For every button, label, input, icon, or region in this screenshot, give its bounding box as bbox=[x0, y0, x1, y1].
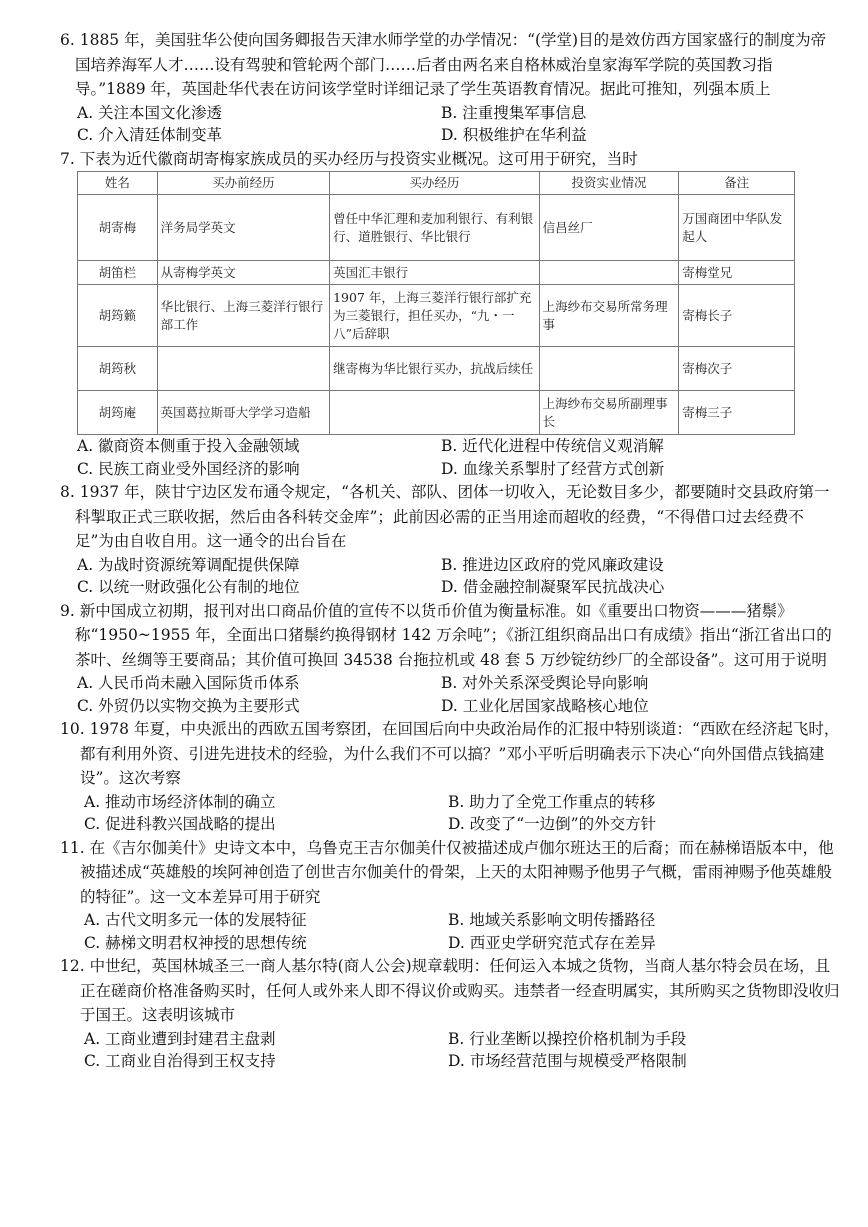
table-cell: 万国商团中华队发起人 bbox=[679, 195, 795, 261]
option-c[interactable]: C. 促进科教兴国战略的提出 bbox=[84, 815, 276, 833]
option-b[interactable]: B. 注重搜集军事信息 bbox=[441, 103, 587, 122]
option-d[interactable]: D. 西亚史学研究范式存在差异 bbox=[448, 933, 656, 952]
question-stem: 10. 1978 年夏，中央派出的西欧五国考察团，在回国后向中央政治局作的汇报中特别谈道：“西欧在经济起飞时，都有利用外资、引进先进技术的经验，为什么我们不可以搞？”邓小平听后明确表示下决心“向外国借点钱搞建设”。这次考察 bbox=[60, 720, 840, 787]
table-cell bbox=[157, 347, 329, 391]
table-cell: 寄梅三子 bbox=[679, 391, 795, 435]
exam-page bbox=[60, 28, 840, 1073]
table-cell: 胡筠庵 bbox=[78, 391, 158, 435]
table-cell: 胡寄梅 bbox=[78, 195, 158, 261]
question-stem: 8. 1937 年，陕甘宁边区发布通令规定，“各机关、部队、团体一切收入，无论数目多少，都要随时交县政府第一科掣取正式三联收据，然后由各科转交金库”；此前因必需的正当用途而超收的经费，“不得借口过去经费不足”为由自收自用。这一通令的出台旨在 bbox=[60, 483, 830, 550]
question-stem: 11. 在《吉尔伽美什》史诗文本中，乌鲁克王吉尔伽美什仅被描述成卢伽尔班达王的后裔；而在赫梯语版本中，他被描述成“英雄般的埃阿神创造了创世吉尔伽美什的骨架，上天的太阳神赐予他男子气概，雷雨神赐予他英雄般的特征”。这一文本差异可用于研究 bbox=[60, 838, 834, 906]
table-cell: 英国葛拉斯哥大学学习造船 bbox=[157, 391, 329, 435]
options bbox=[60, 909, 840, 954]
option-a[interactable]: A. 人民币尚未融入国际货币体系 bbox=[77, 674, 300, 692]
table-cell: 寄梅堂兄 bbox=[679, 261, 795, 285]
table-cell: 英国汇丰银行 bbox=[330, 261, 540, 285]
question-6 bbox=[60, 28, 840, 102]
table-cell: 信昌丝厂 bbox=[539, 195, 679, 261]
table-cell bbox=[539, 261, 679, 285]
column-header: 买办前经历 bbox=[157, 172, 329, 195]
option-a[interactable]: A. 工商业遭到封建君主盘剥 bbox=[84, 1029, 276, 1048]
question-9 bbox=[60, 599, 840, 673]
question-11 bbox=[60, 836, 840, 910]
option-d[interactable]: D. 借金融控制凝聚军民抗战决心 bbox=[441, 578, 665, 596]
option-c[interactable]: C. 以统一财政强化公有制的地位 bbox=[77, 578, 300, 596]
table-cell: 1907 年，上海三菱洋行银行部扩充为三菱银行，担任买办，“九・一八”后辞职 bbox=[330, 285, 540, 347]
question-stem: 6. 1885 年，美国驻华公使向国务卿报告天津水师学堂的办学情况：“(学堂)目的是效仿西方国家盛行的制度为帝国培养海军人才……设有驾驶和管轮两个部门……后者由两名来自格林威治皇家海军学院的英国教习指导。”1889 年，英国赴华代表在访问该学堂时详细记录了学生英语教育情况。据此可推知，列强本质上 bbox=[60, 31, 827, 98]
options bbox=[60, 102, 840, 147]
option-a[interactable]: A. 为战时资源统筹调配提供保障 bbox=[77, 555, 300, 574]
column-header: 买办经历 bbox=[330, 172, 540, 195]
table-cell: 上海纱布交易所常务理事 bbox=[539, 285, 679, 347]
options bbox=[60, 1028, 840, 1073]
option-d[interactable]: D. 改变了“一边倒”的外交方针 bbox=[448, 815, 657, 833]
question-10 bbox=[60, 717, 840, 791]
options bbox=[60, 672, 840, 717]
table-row bbox=[78, 391, 795, 435]
option-c[interactable]: C. 赫梯文明君权神授的思想传统 bbox=[84, 933, 307, 952]
question-stem: 7. 下表为近代徽商胡寄梅家族成员的买办经历与投资实业概况。这可用于研究，当时 bbox=[60, 149, 638, 168]
table-cell: 胡筠籁 bbox=[78, 285, 158, 347]
option-b[interactable]: B. 近代化进程中传统信义观消解 bbox=[441, 437, 664, 455]
option-b[interactable]: B. 对外关系深受舆论导向影响 bbox=[441, 674, 649, 692]
options bbox=[60, 791, 840, 836]
options bbox=[60, 435, 840, 480]
option-c[interactable]: C. 工商业自治得到王权支持 bbox=[84, 1052, 276, 1070]
option-c[interactable]: C. 介入清廷体制变革 bbox=[77, 126, 223, 144]
table-cell: 从寄梅学英文 bbox=[157, 261, 329, 285]
table-cell: 胡笛栏 bbox=[78, 261, 158, 285]
table-cell: 继寄梅为华比银行买办，抗战后续任 bbox=[330, 347, 540, 391]
option-b[interactable]: B. 推进边区政府的党风廉政建设 bbox=[441, 555, 664, 574]
option-d[interactable]: D. 工业化居国家战略核心地位 bbox=[441, 696, 649, 715]
table-cell: 曾任中华汇理和麦加利银行、有利银行、道胜银行、华比银行 bbox=[330, 195, 540, 261]
table-cell bbox=[539, 347, 679, 391]
option-d[interactable]: D. 积极维护在华利益 bbox=[441, 126, 587, 144]
table-cell: 寄梅次子 bbox=[679, 347, 795, 391]
option-c[interactable]: C. 外贸仍以实物交换为主要形式 bbox=[77, 696, 300, 715]
option-d[interactable]: D. 血缘关系掣肘了经营方式创新 bbox=[441, 459, 665, 478]
option-b[interactable]: B. 助力了全党工作重点的转移 bbox=[448, 792, 656, 811]
question-7 bbox=[60, 147, 840, 172]
question-stem: 12. 中世纪，英国林城圣三一商人基尔特(商人公会)规章载明：任何运入本城之货物，当商人基尔特会员在场，且正在磋商价格准备购买时，任何人或外来人即不得议价或购买。违禁者一经查明属实，其所购买之货物即没收归于国王。这表明该城市 bbox=[60, 957, 840, 1024]
table-cell: 上海纱布交易所副理事长 bbox=[539, 391, 679, 435]
option-d[interactable]: D. 市场经营范围与规模受严格限制 bbox=[448, 1052, 687, 1070]
option-b[interactable]: B. 行业垄断以操控价格机制为手段 bbox=[448, 1029, 687, 1048]
option-a[interactable]: A. 推动市场经济体制的确立 bbox=[84, 792, 276, 811]
question-stem: 9. 新中国成立初期，报刊对出口商品价值的宣传不以货币价值为衡量标准。如《重要出口物资———猪鬃》称“1950~1955 年，全面出口猪鬃约换得钢材 142 万余吨”；《浙江组织商品出口有成绩》指出“浙江省出口的茶叶、丝绸等王要商品；其价值可换回 34538 台拖拉机或 48 套 5 万纱锭纺纱厂的全部设备”。这可用于说明 bbox=[60, 601, 832, 669]
column-header: 姓名 bbox=[78, 172, 158, 195]
option-a[interactable]: A. 徽商资本侧重于投入金融领域 bbox=[77, 437, 300, 455]
table-cell: 胡筠秋 bbox=[78, 347, 158, 391]
option-b[interactable]: B. 地域关系影响文明传播路径 bbox=[448, 911, 656, 929]
question-12 bbox=[60, 954, 840, 1028]
options bbox=[60, 554, 840, 599]
table-row bbox=[78, 195, 795, 261]
table-cell: 寄梅长子 bbox=[679, 285, 795, 347]
option-a[interactable]: A. 关注本国文化渗透 bbox=[77, 103, 223, 122]
table-cell bbox=[330, 391, 540, 435]
table-row bbox=[78, 261, 795, 285]
column-header: 投资实业情况 bbox=[539, 172, 679, 195]
table-row bbox=[78, 347, 795, 391]
table-row bbox=[78, 285, 795, 347]
column-header: 备注 bbox=[679, 172, 795, 195]
table-cell: 华比银行、上海三菱洋行银行部工作 bbox=[157, 285, 329, 347]
table-header-row bbox=[78, 172, 795, 195]
family-table bbox=[77, 171, 795, 435]
table-cell: 洋务局学英文 bbox=[157, 195, 329, 261]
question-8 bbox=[60, 480, 840, 554]
option-c[interactable]: C. 民族工商业受外国经济的影响 bbox=[77, 459, 300, 478]
option-a[interactable]: A. 古代文明多元一体的发展特征 bbox=[84, 911, 307, 929]
